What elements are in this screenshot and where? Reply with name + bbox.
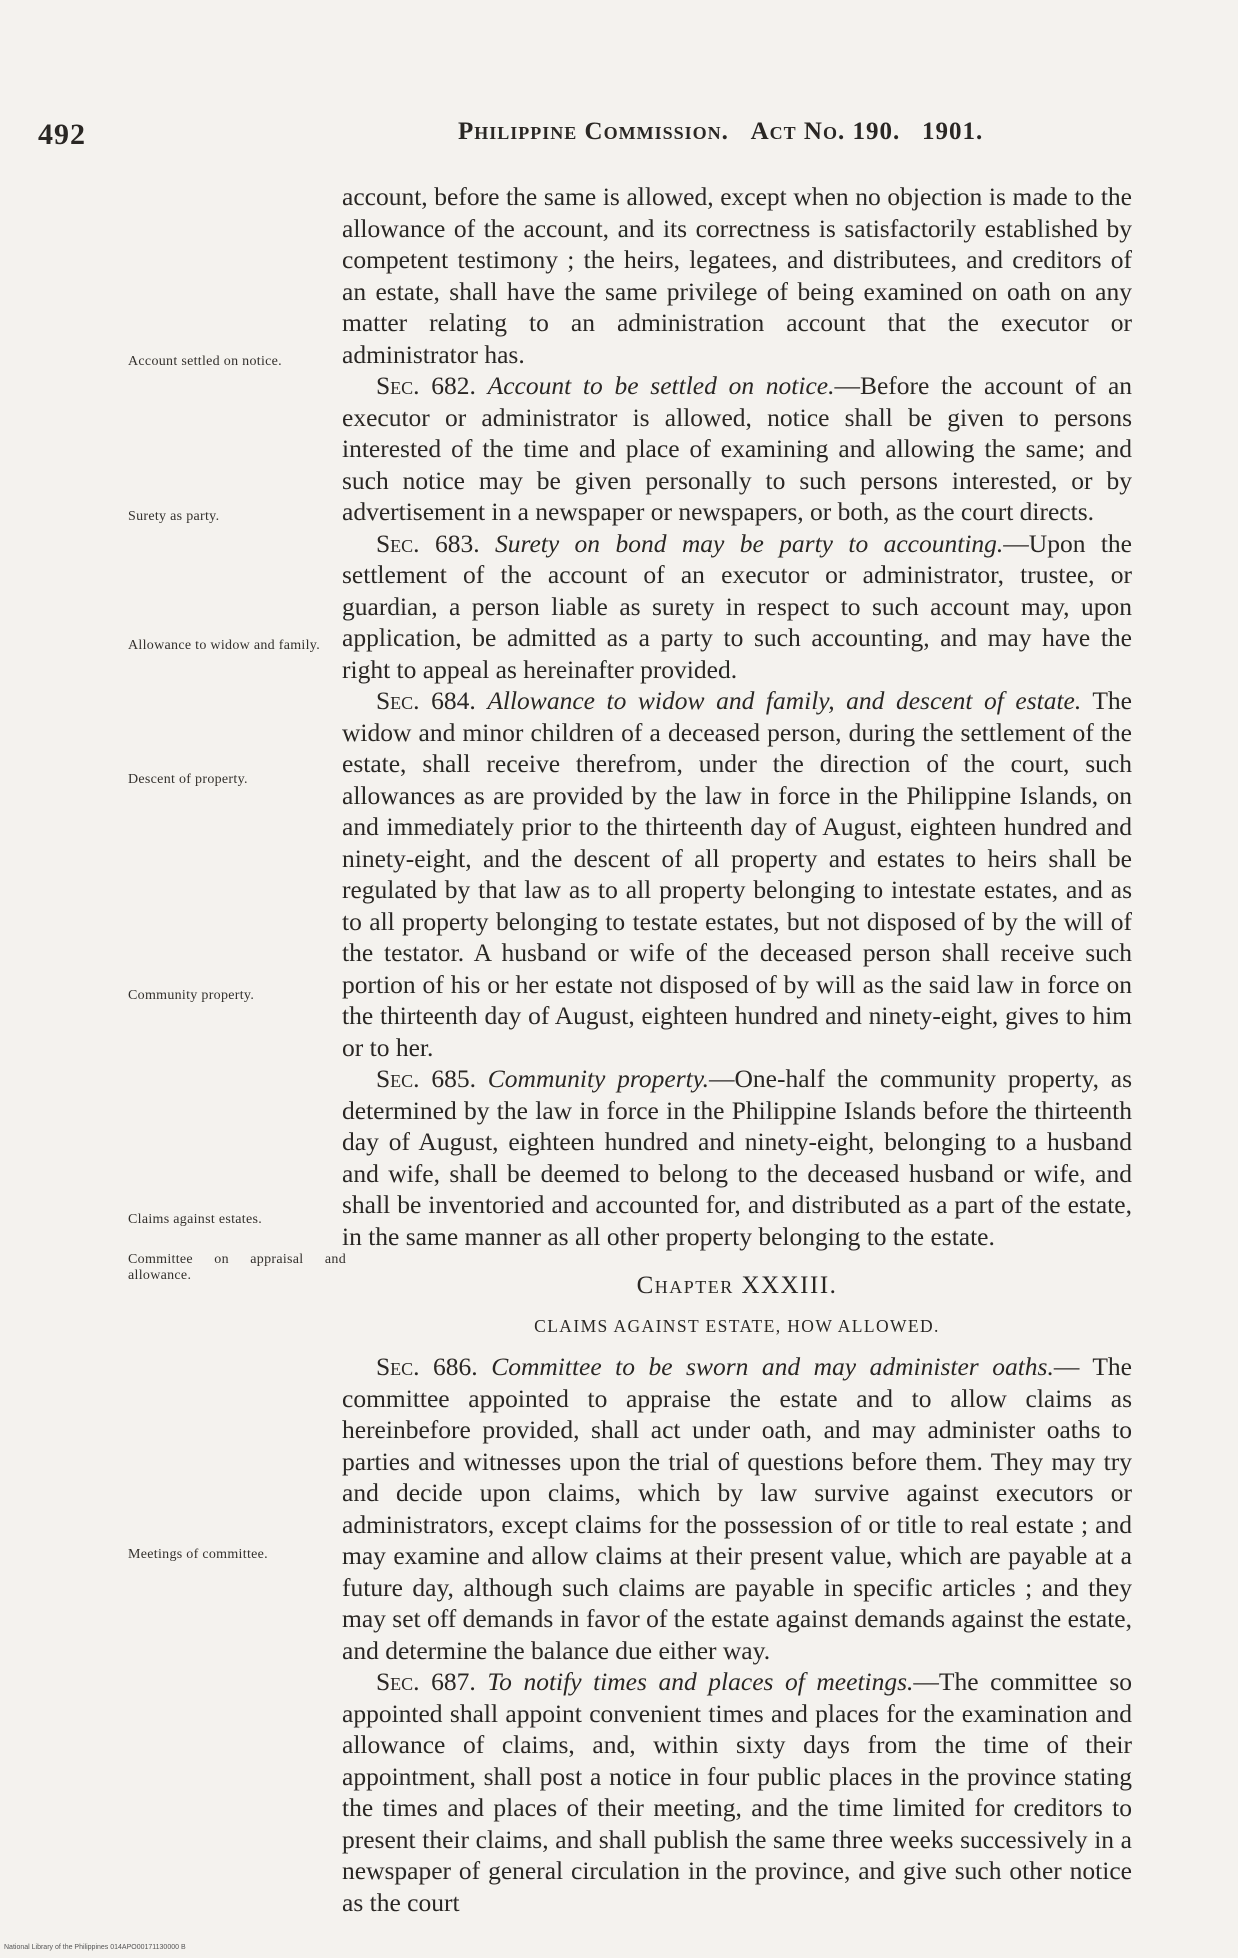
- section-684-text: The widow and minor children of a deceased person, during the settlement of the estate, shall receive therefrom, under the direction of the court, such allowances as are provided by the law in force in the Philippine Islands, on and immediately prior to the thirteenth day of August, eighteen hundred and ninety-eight, and the descent of all property and estates to heirs shall be regulated by that law as to all property belonging to intestate estates, and as to all property belonging to testate estates, but not disposed of by the will of the testator. A husband or wife of the deceased person shall receive such portion of his or her estate not disposed of by will as the said law in force on the thirteenth day of August, eighteen hundred and ninety-eight, gives to him or to her.: [342, 686, 1132, 1062]
- paragraph-continued: account, before the same is allowed, except when no objection is made to the allowance of the account, and its correctness is satisfactorily established by competent testimony ; the heirs, legatees, and distributees, and creditors of an estate, shall have the same privilege of being examined on oath on any matter relating to an administration account that the executor or administrator has.: [342, 182, 1132, 369]
- section-687-number: Sec. 687.: [376, 1667, 476, 1696]
- main-text: [342, 181, 1132, 1918]
- margin-note-claims: Claims against estates.: [128, 1212, 263, 1227]
- section-687-title: To notify times and places of meetings.: [487, 1667, 914, 1696]
- section-683: [342, 528, 1132, 686]
- section-686: [342, 1351, 1132, 1666]
- section-687-text: —The committee so appointed shall appoint convenient times and places for the examination and allowance of claims, and, within sixty days from the time of their appointment, shall post a notice in four public places in the province stating the times and places of their meeting, and the time limited for creditors to present their claims, and shall publish the same three weeks successively in a newspaper of general circulation in the province, and give such other notice as the court: [342, 1667, 1132, 1917]
- section-686-text: — The committee appointed to appraise the estate and to allow claims as hereinbefore provided, shall act under oath, and may administer oaths to parties and witnesses upon the trial of questions before them. They may try and decide upon claims, which by law survive against executors or administrators, except claims for the possession of or title to real estate ; and may examine and allow claims at their present value, which are payable at a future day, although such claims are payable in specific articles ; and they may set off demands in favor of the estate against demands against the estate, and determine the balance due either way.: [342, 1352, 1133, 1665]
- running-head-commission: Philippine Commission.: [458, 118, 729, 145]
- chapter-heading: Chapter XXXIII.: [636, 1272, 838, 1299]
- margin-note-descent: Descent of property.: [128, 772, 248, 787]
- section-683-number: Sec. 683.: [376, 528, 480, 558]
- margin-note-meetings: Meetings of committee.: [128, 1547, 268, 1562]
- section-682-title: Account to be settled on notice.: [487, 371, 835, 400]
- section-682-number: Sec. 682.: [376, 371, 476, 400]
- section-684-title: Allowance to widow and family, and descent of estate.: [487, 686, 1082, 715]
- section-687: [342, 1666, 1132, 1918]
- running-head: [458, 118, 983, 146]
- margin-note-allowance: Allowance to widow and family.: [128, 638, 320, 653]
- scan-footer: National Library of the Philippines 014APO00171130000 B: [4, 1944, 186, 1951]
- section-685-title: Community property.: [487, 1064, 710, 1093]
- section-683-text: —Upon the settlement of the account of an executor or administrator, trustee, or guardian, a person liable as surety in respect to such account may, upon application, be admitted as a party to such accounting, and may have the right to appeal as hereinafter provided.: [342, 528, 1133, 684]
- margin-note-account-settled: Account settled on notice.: [128, 354, 282, 369]
- section-684-number: Sec. 684.: [376, 686, 476, 715]
- section-686-number: Sec. 686.: [376, 1352, 478, 1381]
- margin-note-community: Community property.: [128, 988, 255, 1003]
- page-number: 492: [38, 118, 86, 151]
- section-684: [342, 685, 1132, 1063]
- section-682-text: —Before the account of an executor or administrator is allowed, notice shall be given to persons interested of the time and place of examining and allowing the same; and such notice may be given personally to such persons interested, or by advertisement in a newspaper or newspapers, or both, as the court directs.: [342, 371, 1133, 526]
- margin-note-surety: Surety as party.: [128, 509, 220, 524]
- section-685: [342, 1063, 1132, 1252]
- margin-note-committee: Committee on appraisal and allowance.: [128, 1252, 346, 1283]
- running-head-act: Act No. 190.: [750, 118, 901, 145]
- section-686-title: Committee to be sworn and may administer oaths.: [491, 1352, 1054, 1381]
- section-683-title: Surety on bond may be party to accounting.: [494, 528, 1004, 558]
- section-685-text: —One-half the community property, as determined by the law in force in the Philippine Islands before the thirteenth day of August, eighteen hundred and ninety-eight, belonging to a husband and wife, shall be deemed to belong to the deceased husband or wife, and shall be inventoried and accounted for, and distributed as a part of the estate, in the same manner as all other property belonging to the estate.: [342, 1064, 1132, 1251]
- running-head-year: 1901.: [921, 118, 984, 145]
- section-682: [342, 370, 1132, 528]
- chapter-title: CLAIMS AGAINST ESTATE, HOW ALLOWED.: [534, 1315, 940, 1336]
- section-685-number: Sec. 685.: [376, 1064, 476, 1093]
